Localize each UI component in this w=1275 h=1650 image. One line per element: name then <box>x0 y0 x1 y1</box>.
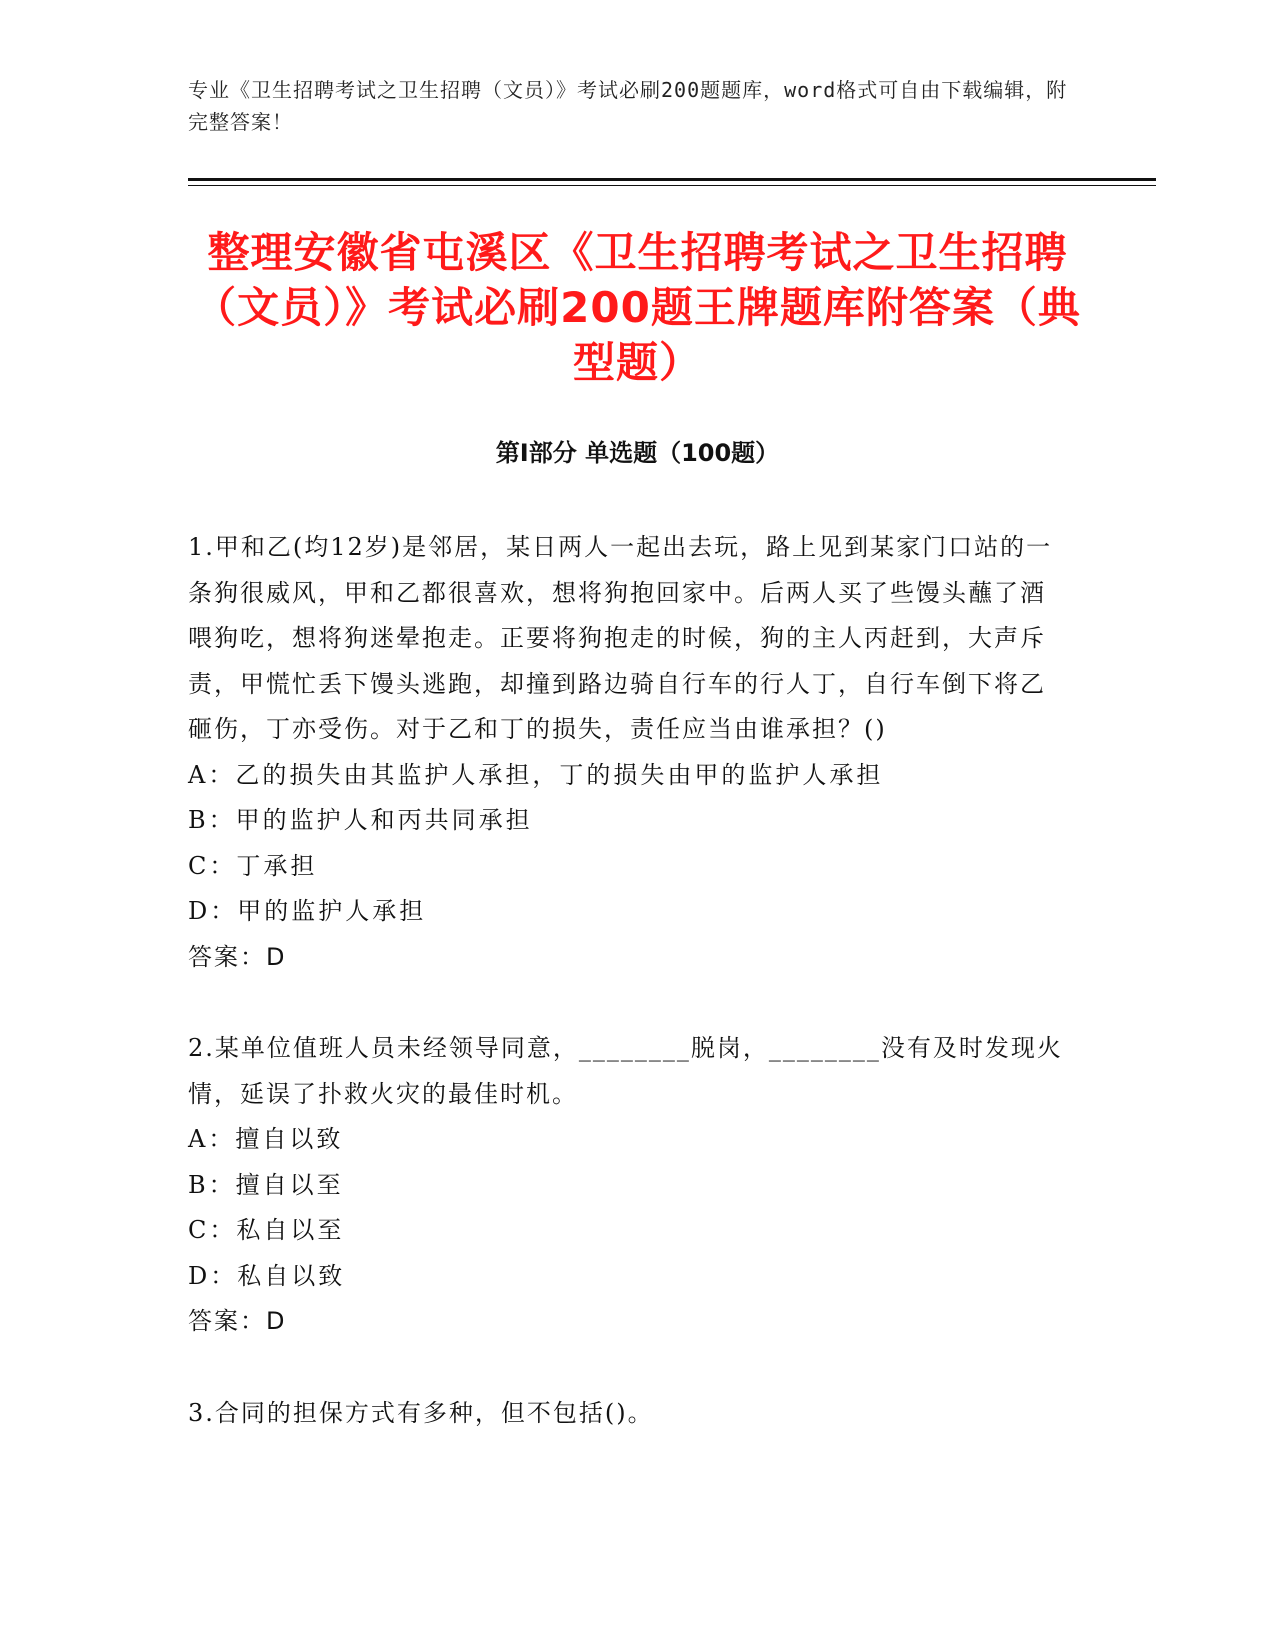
question-item <box>188 1391 1068 1437</box>
option-c: C：丁承担 <box>188 851 318 880</box>
question-stem: 2.某单位值班人员未经领导同意，________脱岗，________没有及时发现火情，延误了扑救火灾的最佳时机。 <box>188 1034 1063 1108</box>
option-c: C：私自以至 <box>188 1216 345 1244</box>
header-note: 专业《卫生招聘考试之卫生招聘（文员）》考试必刷200题题库，word格式可自由下载编辑，附完整答案！ <box>188 78 1068 134</box>
option-d: D：甲的监护人承担 <box>188 897 427 925</box>
option-b: B：擅自以至 <box>188 1170 344 1199</box>
answer-line: 答案：D <box>188 942 287 971</box>
answer-line: 答案：D <box>188 1307 287 1335</box>
header-divider-thick <box>188 178 1156 181</box>
section-heading: 第Ⅰ部分 单选题（100题） <box>495 439 780 467</box>
question-item <box>188 525 1068 980</box>
option-b: B：甲的监护人和丙共同承担 <box>188 806 533 834</box>
document-title: 整理安徽省屯溪区《卫生招聘考试之卫生招聘（文员）》考试必刷200题王牌题库附答案（典型题） <box>194 228 1081 387</box>
option-a: A：擅自以致 <box>188 1125 344 1153</box>
option-a: A：乙的损失由其监护人承担，丁的损失由甲的监护人承担 <box>188 760 884 789</box>
option-d: D：私自以致 <box>188 1261 346 1290</box>
question-list <box>188 525 1068 1482</box>
question-stem: 3.合同的担保方式有多种，但不包括()。 <box>188 1398 654 1427</box>
header-divider-thin <box>188 185 1156 186</box>
question-stem: 1.甲和乙(均12岁)是邻居，某日两人一起出去玩，路上见到某家门口站的一条狗很威风，甲和乙都很喜欢，想将狗抱回家中。后两人买了些馒头蘸了酒喂狗吃，想将狗迷晕抱走。正要将狗抱走的时候，狗的主人丙赶到，大声斥责，甲慌忙丢下馒头逃跑，却撞到路边骑自行车的行人丁，自行车倒下将乙砸伤，丁亦受伤。对于乙和丁的损失，责任应当由谁承担？() <box>188 533 1053 743</box>
question-item <box>188 1026 1068 1345</box>
